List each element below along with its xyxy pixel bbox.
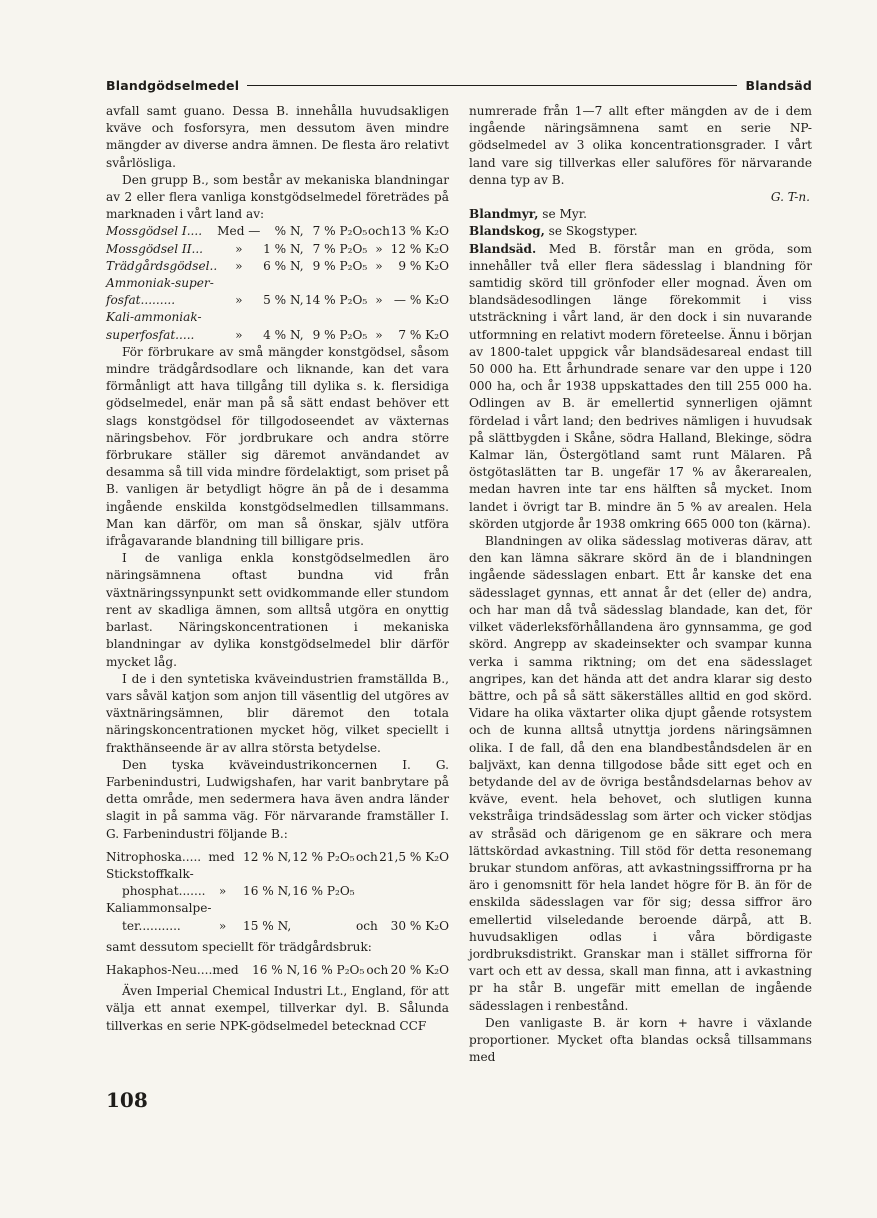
entry-blandmyr: Blandmyr, se Myr. <box>469 207 588 222</box>
entry-term: Blandskog, <box>469 224 545 239</box>
running-head-right: Blandsäd <box>745 77 812 93</box>
product-name: Stickstoffkalk- <box>106 866 194 881</box>
table-row: Trädgårdsgödsel.. » 6 % N, 9 % P₂O₅ » 9 % K₂O <box>106 258 449 275</box>
table-row: Ammoniak-super-fosfat......... » 5 % N, 14 % P₂O₅ » — % K₂O <box>106 275 449 309</box>
product-name: ter........... <box>122 918 181 933</box>
farben-products-table <box>106 849 449 935</box>
paragraph: I de vanliga enkla konstgödselmedlen äro näringsämnena oftast bundna vid från växtnäringssynpunkt sett ovidkommande eller stundom rent av skadliga ämnen, som alltså utgöra en onyttig barlast. Näringskoncentrationen i mekaniska blandningar av dylika konstgödselmedel blir därför mycket låg. <box>106 551 449 669</box>
paragraph: För förbrukare av små mängder konstgödsel, såsom mindre trädgårdsodlare och liknande, kan det vara förmånligt att hava tillgång till dylika s. k. flersidiga gödselmedel, enär man på så sätt endast behöver ett slags konstgödsel för tillgodoseendet av växternas näringsbehov. För jordbrukare och andra större förbrukare ställer sig däremot användandet av desamma så till vida mindre fördelaktigt, som priset på B. vanligen är betydligt högre än på de i desamma ingående enskilda konstgödselmedlen tillsammans. Man kan därför, om man så önskar, själv utföra ifrågavarande blandning till billigare pris. <box>106 344 449 549</box>
paragraph: Den grupp B., som består av mekaniska blandningar av 2 eller flera vanliga konstgödselmedel företrädes på marknaden i vårt land av: <box>106 172 449 222</box>
author-signature: G. T-n. <box>770 190 810 205</box>
entry-term: Blandmyr, <box>469 207 539 222</box>
table-row <box>106 900 449 917</box>
table-row: Nitrophoska..... med 12 % N, 12 % P₂O₅ och 21,5 % K₂O <box>106 849 449 866</box>
product-name: Trädgårdsgödsel.. <box>106 258 218 273</box>
paragraph: Den vanligaste B. är korn + havre i växlande proportioner. Mycket ofta blandas också tillsammans med <box>469 1015 812 1065</box>
left-column <box>106 103 449 1035</box>
entry-blandskog: Blandskog, se Skogstyper. <box>469 224 638 239</box>
entry-blandsad: Blandsäd. Med B. förstår man en gröda, som innehåller två eller flera sädesslag i blandning för samtidig skörd till grönfoder eller mognad. Även om blandsädesodlingen länge förekommit i viss utsträckning i vårt land, är den dock i sin nuvarande utformning en relativt modern företeelse. Ännu i början av 1800-talet uppgick vår blandsädesareal endast till 50 000 ha. Ett århundrade senare var den uppe i 120 000 ha, och år 1938 uppskattades den till 255 000 ha. Odlingen av B. är emellertid synnerligen ojämnt fördelad i vårt land; den bedrives nämligen i huvudsak på slättbygden i Skåne, södra Halland, Blekinge, södra Kalmar län, Östergötland samt runt Mälaren. På östgötaslätten tar B. ungefär 17 % av åkerarealen, medan havren inte tar ens hälften så mycket. Inom landet i övrigt tar B. mindre än 5 % av arealen. Hela skörden utgjorde år 1938 omkring 665 000 ton (kärna). <box>469 241 812 531</box>
right-column <box>469 103 812 1066</box>
product-name: Ammoniak-super-fosfat......... <box>106 276 214 308</box>
paragraph: I de i den syntetiska kväveindustrien framställda B., vars såväl katjon som anjon till väsentlig del utgöres av växtnäringsämnen, blir däremot den totala näringskoncentrationen mycket hög, vilket speciellt i frakthänseende är av allra största betydelse. <box>106 671 449 755</box>
product-name: Hakaphos-Neu.... <box>106 962 213 977</box>
product-name: Kaliammonsalpe- <box>106 901 212 916</box>
table-row: Hakaphos-Neu.... med 16 % N, 16 % P₂O₅ och 20 % K₂O <box>106 962 449 979</box>
product-name: Mossgödsel II... <box>106 241 204 256</box>
table-row: phosphat....... » 16 % N, 16 % P₂O₅ <box>106 883 449 900</box>
fertilizer-composition-table <box>106 223 449 343</box>
page-number: 108 <box>106 1088 148 1112</box>
header-rule <box>247 85 737 86</box>
paragraph: Den tyska kväveindustrikoncernen I. G. Farbenindustri, Ludwigshafen, har varit banbrytare på detta område, men sedermera hava även andra länder slagit in på samma väg. För närvarande framställer I. G. Farbenindustri följande B.: <box>106 757 449 841</box>
paragraph: numrerade från 1—7 allt efter mängden av de i dem ingående näringsämnena samt en serie NP-gödselmedel av 3 olika koncentrationsgrader. I vårt land vare sig tillverkas eller saluföres för närvarande denna typ av B. <box>469 104 812 187</box>
hakaphos-table <box>106 962 449 979</box>
paragraph: Blandningen av olika sädesslag motiveras därav, att den kan lämna säkrare skörd än de i blandningen ingående sädesslagen enbart. Ett år kanske det ena sädesslaget gynnas, ett annat år det (eller de) andra, och har man då två sädesslag blandade, kan det, för vilket väderleksförhållandena äro gynnsamma, ge god skörd. Angrepp av skadeinsekter och svampar kunna verka i samma riktning; om det ena sädesslaget angripes, kan det hända att det andra klarar sig desto bättre, och på så sätt säkerställes alltid en god skörd. Vidare ha olika växtarter olika djupt gående rotsystem och de kunna alltså utnyttja jordens näringsämnen olika. I de fall, då den ena blandbeståndsdelen är en baljväxt, kan denna tillgodose både sitt eget och en betydande del av de övriga beståndsdelarnas behov av kväve, event. hela behovet, och slutligen kunna vekstråiga trindsädesslag som ärter och vicker stödjas av stråsäd och därigenom ge en säkrare och mera lättskördad avkastning. Till stöd för detta resonemang brukar stundom anföras, att avkastningssiffrorna pr ha äro i genomsnitt för hela landet högre för B. än för de enskilda sädesslagen var för sig; dessa siffror äro emellertid vilseledande beroende därpå, att B. huvudsakligen odlas i våra bördigaste jordbruksdistrikt. Granskar man i stället siffrorna för vart och ett av dessa, skall man finna, att i avkastning pr ha står B. ungefär mitt emellan de ingående sädesslagen i renbestånd. <box>469 534 812 1013</box>
table-row: Kali-ammoniak-superfosfat..... » 4 % N, 9 % P₂O₅ » 7 % K₂O <box>106 309 449 343</box>
table-row <box>106 866 449 883</box>
product-name: Mossgödsel I.... <box>106 224 203 239</box>
table-row: ter........... » 15 % N, och 30 % K₂O <box>106 918 449 935</box>
paragraph: avfall samt guano. Dessa B. innehålla huvudsakligen kväve och fosforsyra, men dessutom även mindre mängder av diverse andra ämnen. De flesta äro relativt svårlösliga. <box>106 104 449 170</box>
paragraph: Även Imperial Chemical Industri Lt., England, för att välja ett annat exempel, tillverkar dyl. B. Sålunda tillverkas en serie NPK-gödselmedel betecknad CCF <box>106 984 449 1033</box>
product-name: Kali-ammoniak-superfosfat..... <box>106 310 202 342</box>
product-name: phosphat....... <box>122 884 206 899</box>
product-name: Nitrophoska..... <box>106 849 202 864</box>
running-head <box>106 76 812 94</box>
paragraph: samt dessutom speciellt för trädgårdsbruk: <box>106 939 372 954</box>
entry-term: Blandsäd. <box>469 241 537 256</box>
table-row: Mossgödsel II... » 1 % N, 7 % P₂O₅ » 12 % K₂O <box>106 241 449 258</box>
running-head-left: Blandgödselmedel <box>106 77 240 93</box>
table-row: Mossgödsel I.... Med — % N, 7 % P₂O₅ och 13 % K₂O <box>106 223 449 240</box>
